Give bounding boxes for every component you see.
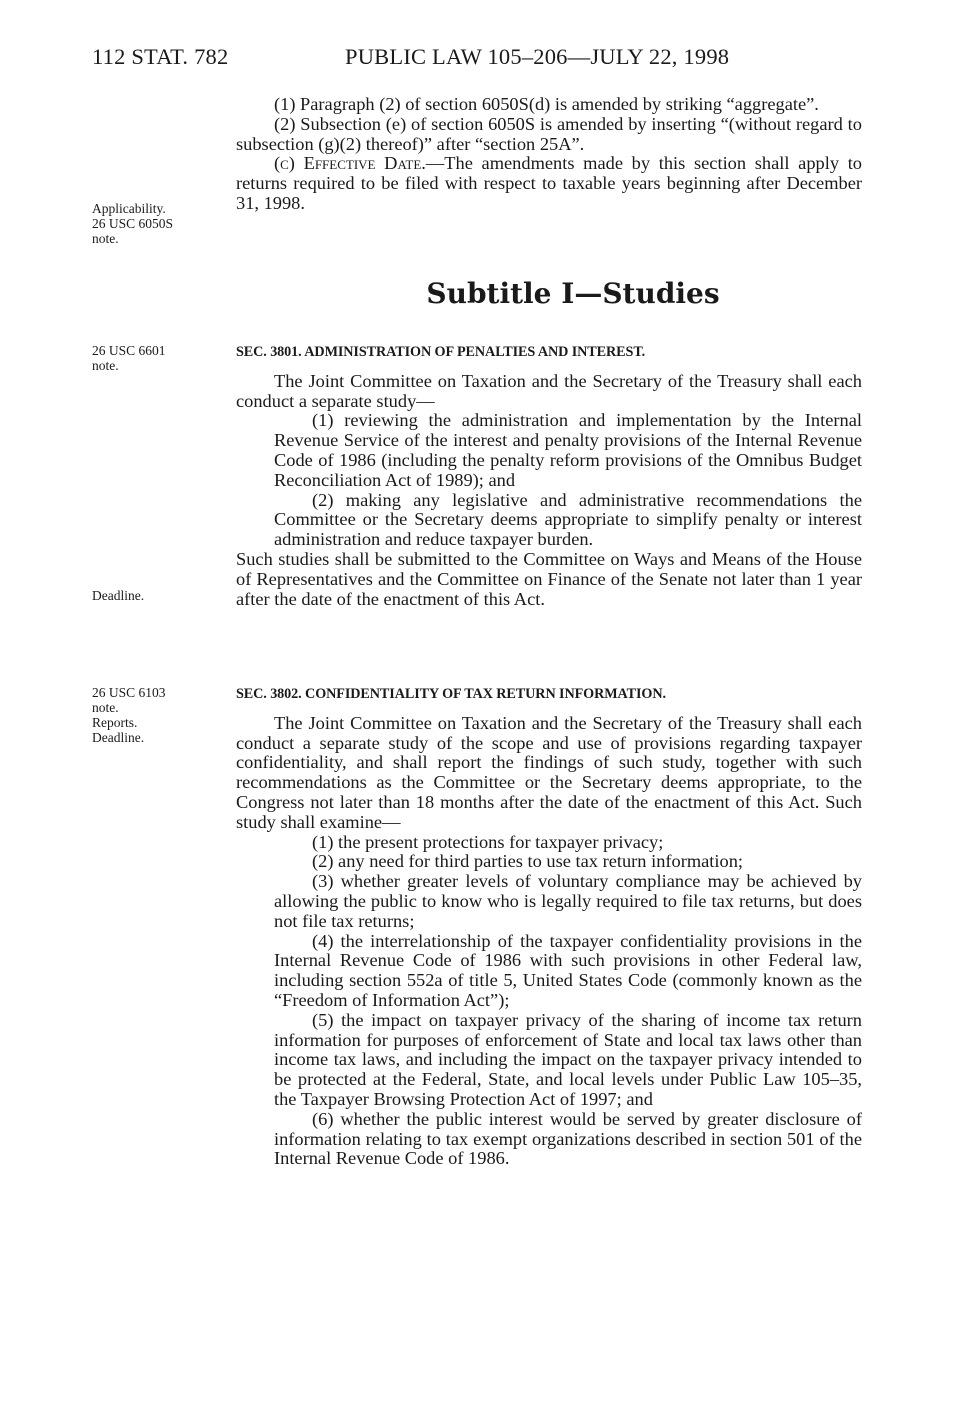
section-3802-item: (6) whether the public interest would be served by greater disclosure of information relating to tax exempt organizations described in section 501 of the Internal Revenue Code of 1986. [274,1108,862,1169]
public-law-title: PUBLIC LAW 105–206—JULY 22, 1998 [345,44,730,69]
margin-note-deadline: Deadline. [92,588,145,603]
section-3801 [236,343,862,609]
section-3802-heading: SEC. 3802. CONFIDENTIALITY OF TAX RETURN INFORMATION. [236,686,666,702]
section-3802-item: (5) the impact on taxpayer privacy of the sharing of income tax return information for purposes of enforcement of State and local tax laws other than income tax laws, and including the impact on the taxpayer privacy intended to be protected at the Federal, State, and local levels under Public Law 105–35, the Taxpayer Browsing Protection Act of 1997; and [274,1009,862,1109]
section-3802-item: (3) whether greater levels of voluntary compliance may be achieved by allowing the public to know who is legally required to file tax returns, but does not file tax returns; [274,871,862,931]
margin-note-3801: 26 USC 6601 note. [92,343,166,373]
section-3802-intro: The Joint Committee on Taxation and the Secretary of the Treasury shall each conduct a separate study of the scope and use of provisions regarding taxpayer confidentiality, and shall report the findings of such study, together with such recommendations as the Committee or the Secretary deems appropriate, to the Congress not later than 18 months after the date of the enactment of this Act. Such study shall examine— [236,712,862,832]
section-3801-heading: SEC. 3801. ADMINISTRATION OF PENALTIES AND INTEREST. [236,344,646,360]
section-3802 [236,685,862,1169]
effective-date-paragraph [236,154,862,213]
section-3801-intro: The Joint Committee on Taxation and the Secretary of the Treasury shall each conduct a separate study— [236,370,862,411]
amendment-block [236,95,862,214]
section-3802-item: (4) the interrelationship of the taxpayer confidentiality provisions in the Internal Revenue Code of 1986 with such provisions in other Federal law, including section 552a of title 5, United States Code (commonly known as the “Freedom of Information Act”); [274,930,862,1010]
stat-page-number: 112 STAT. 782 [92,44,229,69]
subtitle-heading: Subtitle I—Studies [426,277,720,310]
section-3802-item: (2) any need for third parties to use tax return information; [312,851,744,872]
margin-note-applicability: Applicability. 26 USC 6050S note. [92,201,174,246]
amendment-paragraph-2: (2) Subsection (e) of section 6050S is amended by inserting “(without regard to subsection (g)(2) thereof)” after “section 25A”. [236,113,862,154]
section-3801-item-1: (1) reviewing the administration and implementation by the Internal Revenue Service of the interest and penalty provisions of the Internal Revenue Code of 1986 (including the penalty reform provisions of the Omnibus Budget Reconciliation Act of 1989); and [274,410,862,490]
margin-note-3802: 26 USC 6103 note. Reports. Deadline. [92,685,166,745]
section-3802-item: (1) the present protections for taxpayer privacy; [312,831,664,852]
section-3801-closing: Such studies shall be submitted to the Committee on Ways and Means of the House of Representatives and the Committee on Finance of the Senate not later than 1 year after the date of the enactment of this Act. [236,548,862,609]
effective-date-text: —The amendments made by this section shall apply to returns required to be filed with respect to taxable years beginning after December 31, 1998. [236,153,862,213]
section-3801-item-2: (2) making any legislative and administrative recommendations the Committee or the Secretary deems appropriate to simplify penalty or interest administration and reduce taxpayer burden. [274,489,862,550]
effective-date-label: (c) Effective Date. [274,153,426,174]
amendment-paragraph-1: (1) Paragraph (2) of section 6050S(d) is amended by striking “aggregate”. [274,94,819,114]
